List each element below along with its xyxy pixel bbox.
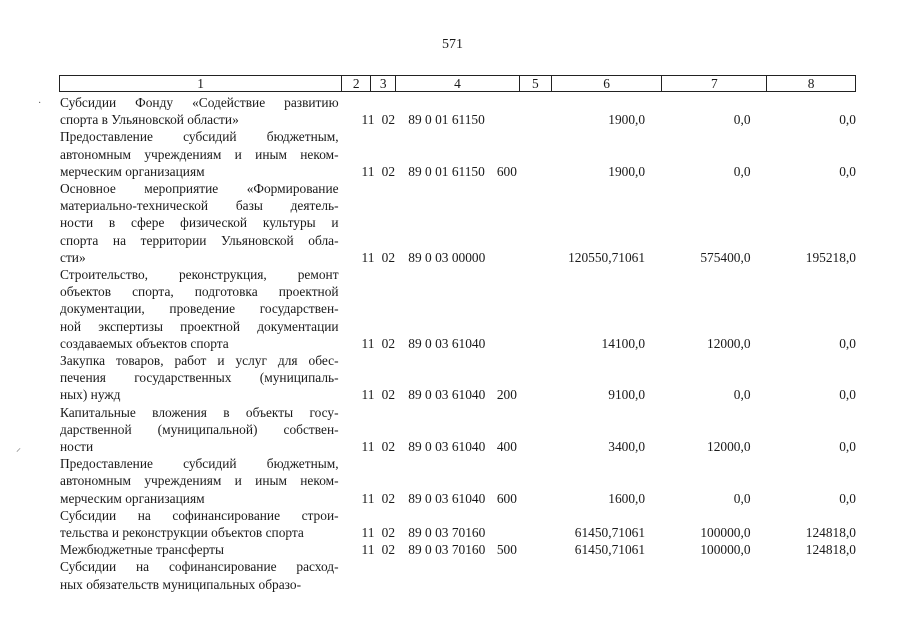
row-name-line: автономным учреждениям и иным неком- (60, 473, 339, 489)
cell-c7: 575400,0 (700, 249, 751, 265)
row-name-cell (60, 352, 339, 404)
cell-c3: 02 (381, 439, 396, 455)
cell-c7: 100000,0 (700, 542, 751, 558)
table-row (60, 558, 856, 592)
row-name-cell (60, 180, 339, 266)
header-col-6: 6 (552, 76, 663, 91)
header-col-7: 7 (662, 76, 767, 91)
cell-c4: 89 0 03 70160 (408, 542, 486, 558)
cell-c4: 89 0 01 61150 (408, 112, 485, 128)
cell-c3: 02 (381, 335, 396, 351)
row-name-line: Субсидии Фонду «Содействие развитию (60, 95, 339, 110)
cell-c8: 0,0 (839, 163, 856, 179)
table-row (60, 404, 856, 456)
cell-c3: 02 (381, 490, 396, 506)
row-name-cell (60, 455, 339, 507)
header-col-4: 4 (396, 76, 520, 91)
cell-c2: 11 (361, 112, 375, 128)
page-number: 571 (442, 37, 463, 52)
row-name-line: Субсидии на софинансирование строи- (60, 507, 339, 523)
scan-mark: · (38, 98, 42, 109)
row-name-line: Капитальные вложения в объекты госу- (60, 404, 339, 420)
cell-c5: 500 (496, 542, 517, 558)
row-name-cell (60, 404, 339, 456)
header-col-8: 8 (807, 76, 815, 91)
cell-c3: 02 (381, 112, 396, 128)
cell-c2: 11 (361, 163, 375, 179)
scan-mark: ⸝ (16, 443, 21, 454)
cell-c4: 89 0 03 61040 (408, 335, 486, 351)
cell-c6: 120550,71061 (568, 249, 646, 265)
cell-c6: 61450,71061 (574, 542, 646, 558)
cell-c7: 100000,0 (700, 525, 751, 541)
cell-c2: 11 (361, 490, 375, 506)
row-name-line: спорта в Ульяновской области» (60, 112, 239, 128)
cell-c8: 124818,0 (805, 542, 856, 558)
table-header-row (59, 75, 856, 92)
table-row (60, 352, 856, 404)
cell-c6: 1600,0 (608, 490, 646, 506)
cell-c3: 02 (381, 525, 396, 541)
row-name-line: спорта на территории Ульяновской обла- (60, 232, 339, 248)
cell-c8: 124818,0 (805, 525, 856, 541)
row-name-line: объектов спорта, подготовка проектной (60, 284, 339, 300)
cell-c3: 02 (381, 542, 396, 558)
row-name-line: мерческим организациям (60, 163, 205, 179)
row-name-line: создаваемых объектов спорта (60, 335, 229, 351)
cell-c2: 11 (361, 525, 375, 541)
table-row (60, 455, 856, 507)
cell-c7: 12000,0 (707, 439, 751, 455)
row-name-cell (60, 94, 339, 128)
cell-c3: 02 (381, 163, 396, 179)
row-name-line: Основное мероприятие «Формирование (60, 181, 339, 197)
table-row (60, 128, 856, 180)
cell-c6: 9100,0 (608, 387, 646, 403)
cell-c5: 400 (496, 439, 517, 455)
row-name-line: ных) нужд (60, 387, 121, 403)
cell-c8: 0,0 (839, 439, 856, 455)
row-name-cell (60, 266, 339, 352)
row-name-cell (60, 541, 339, 558)
cell-c8: 0,0 (839, 490, 856, 506)
cell-c7: 12000,0 (707, 335, 751, 351)
row-name-line: Предоставление субсидий бюджетным, (60, 456, 339, 472)
cell-c3: 02 (381, 249, 396, 265)
row-name-line: Межбюджетные трансферты (60, 542, 224, 558)
row-name-cell (60, 558, 339, 592)
row-name-line: ных обязательств муниципальных образо- (60, 576, 302, 592)
cell-c7: 0,0 (733, 490, 751, 506)
table-row (60, 94, 856, 128)
header-col-3: 3 (371, 76, 396, 91)
cell-c4: 89 0 03 70160 (408, 525, 486, 541)
row-name-line: Закупка товаров, работ и услуг для обес- (60, 353, 339, 369)
cell-c2: 11 (361, 249, 375, 265)
cell-c4: 89 0 03 61040 (408, 439, 486, 455)
row-name-line: печения государственных (муниципаль- (60, 370, 339, 386)
cell-c6: 1900,0 (608, 163, 646, 179)
table-row (60, 507, 856, 541)
cell-c4: 89 0 01 61150 (408, 163, 485, 179)
row-name-line: Субсидии на софинансирование расход- (60, 559, 339, 575)
cell-c5: 200 (496, 387, 517, 403)
cell-c5: 600 (496, 163, 517, 179)
row-name-line: Предоставление субсидий бюджетным, (60, 129, 339, 145)
cell-c6: 61450,71061 (574, 525, 646, 541)
cell-c8: 0,0 (839, 387, 856, 403)
row-name-line: автономным учреждениям и иным неком- (60, 146, 339, 162)
header-col-2: 2 (342, 76, 371, 91)
row-name-line: Строительство, реконструкция, ремонт (60, 267, 339, 283)
cell-c7: 0,0 (733, 387, 751, 403)
cell-c7: 0,0 (733, 163, 751, 179)
header-col-5: 5 (520, 76, 552, 91)
table-row (60, 266, 856, 352)
cell-c2: 11 (361, 387, 375, 403)
cell-c4: 89 0 03 00000 (408, 249, 486, 265)
table-row (60, 541, 856, 558)
row-name-cell (60, 507, 339, 541)
cell-c3: 02 (381, 387, 396, 403)
row-name-line: ной экспертизы проектной документации (60, 318, 339, 334)
cell-c4: 89 0 03 61040 (408, 387, 486, 403)
cell-c6: 3400,0 (608, 439, 646, 455)
cell-c8: 0,0 (839, 335, 856, 351)
cell-c8: 195218,0 (805, 249, 856, 265)
row-name-line: материально-технической базы деятель- (60, 198, 339, 214)
header-col-1: 1 (60, 76, 342, 91)
row-name-line: дарственной (муниципальной) собствен- (60, 421, 339, 437)
table-row (60, 180, 856, 266)
cell-c8: 0,0 (839, 112, 856, 128)
row-name-line: ности в сфере физической культуры и (60, 215, 339, 231)
row-name-line: сти» (60, 249, 86, 265)
cell-c2: 11 (361, 542, 375, 558)
row-name-line: мерческим организациям (60, 490, 205, 506)
cell-c7: 0,0 (733, 112, 751, 128)
table-body (60, 94, 856, 593)
cell-c6: 14100,0 (601, 335, 646, 351)
row-name-line: документации, проведение государствен- (60, 301, 339, 317)
cell-c4: 89 0 03 61040 (408, 490, 486, 506)
cell-c2: 11 (361, 439, 375, 455)
cell-c5: 600 (496, 490, 517, 506)
row-name-line: тельства и реконструкции объектов спорта (60, 525, 304, 541)
row-name-cell (60, 128, 339, 180)
cell-c6: 1900,0 (608, 112, 646, 128)
row-name-line: ности (60, 439, 94, 455)
cell-c2: 11 (361, 335, 375, 351)
